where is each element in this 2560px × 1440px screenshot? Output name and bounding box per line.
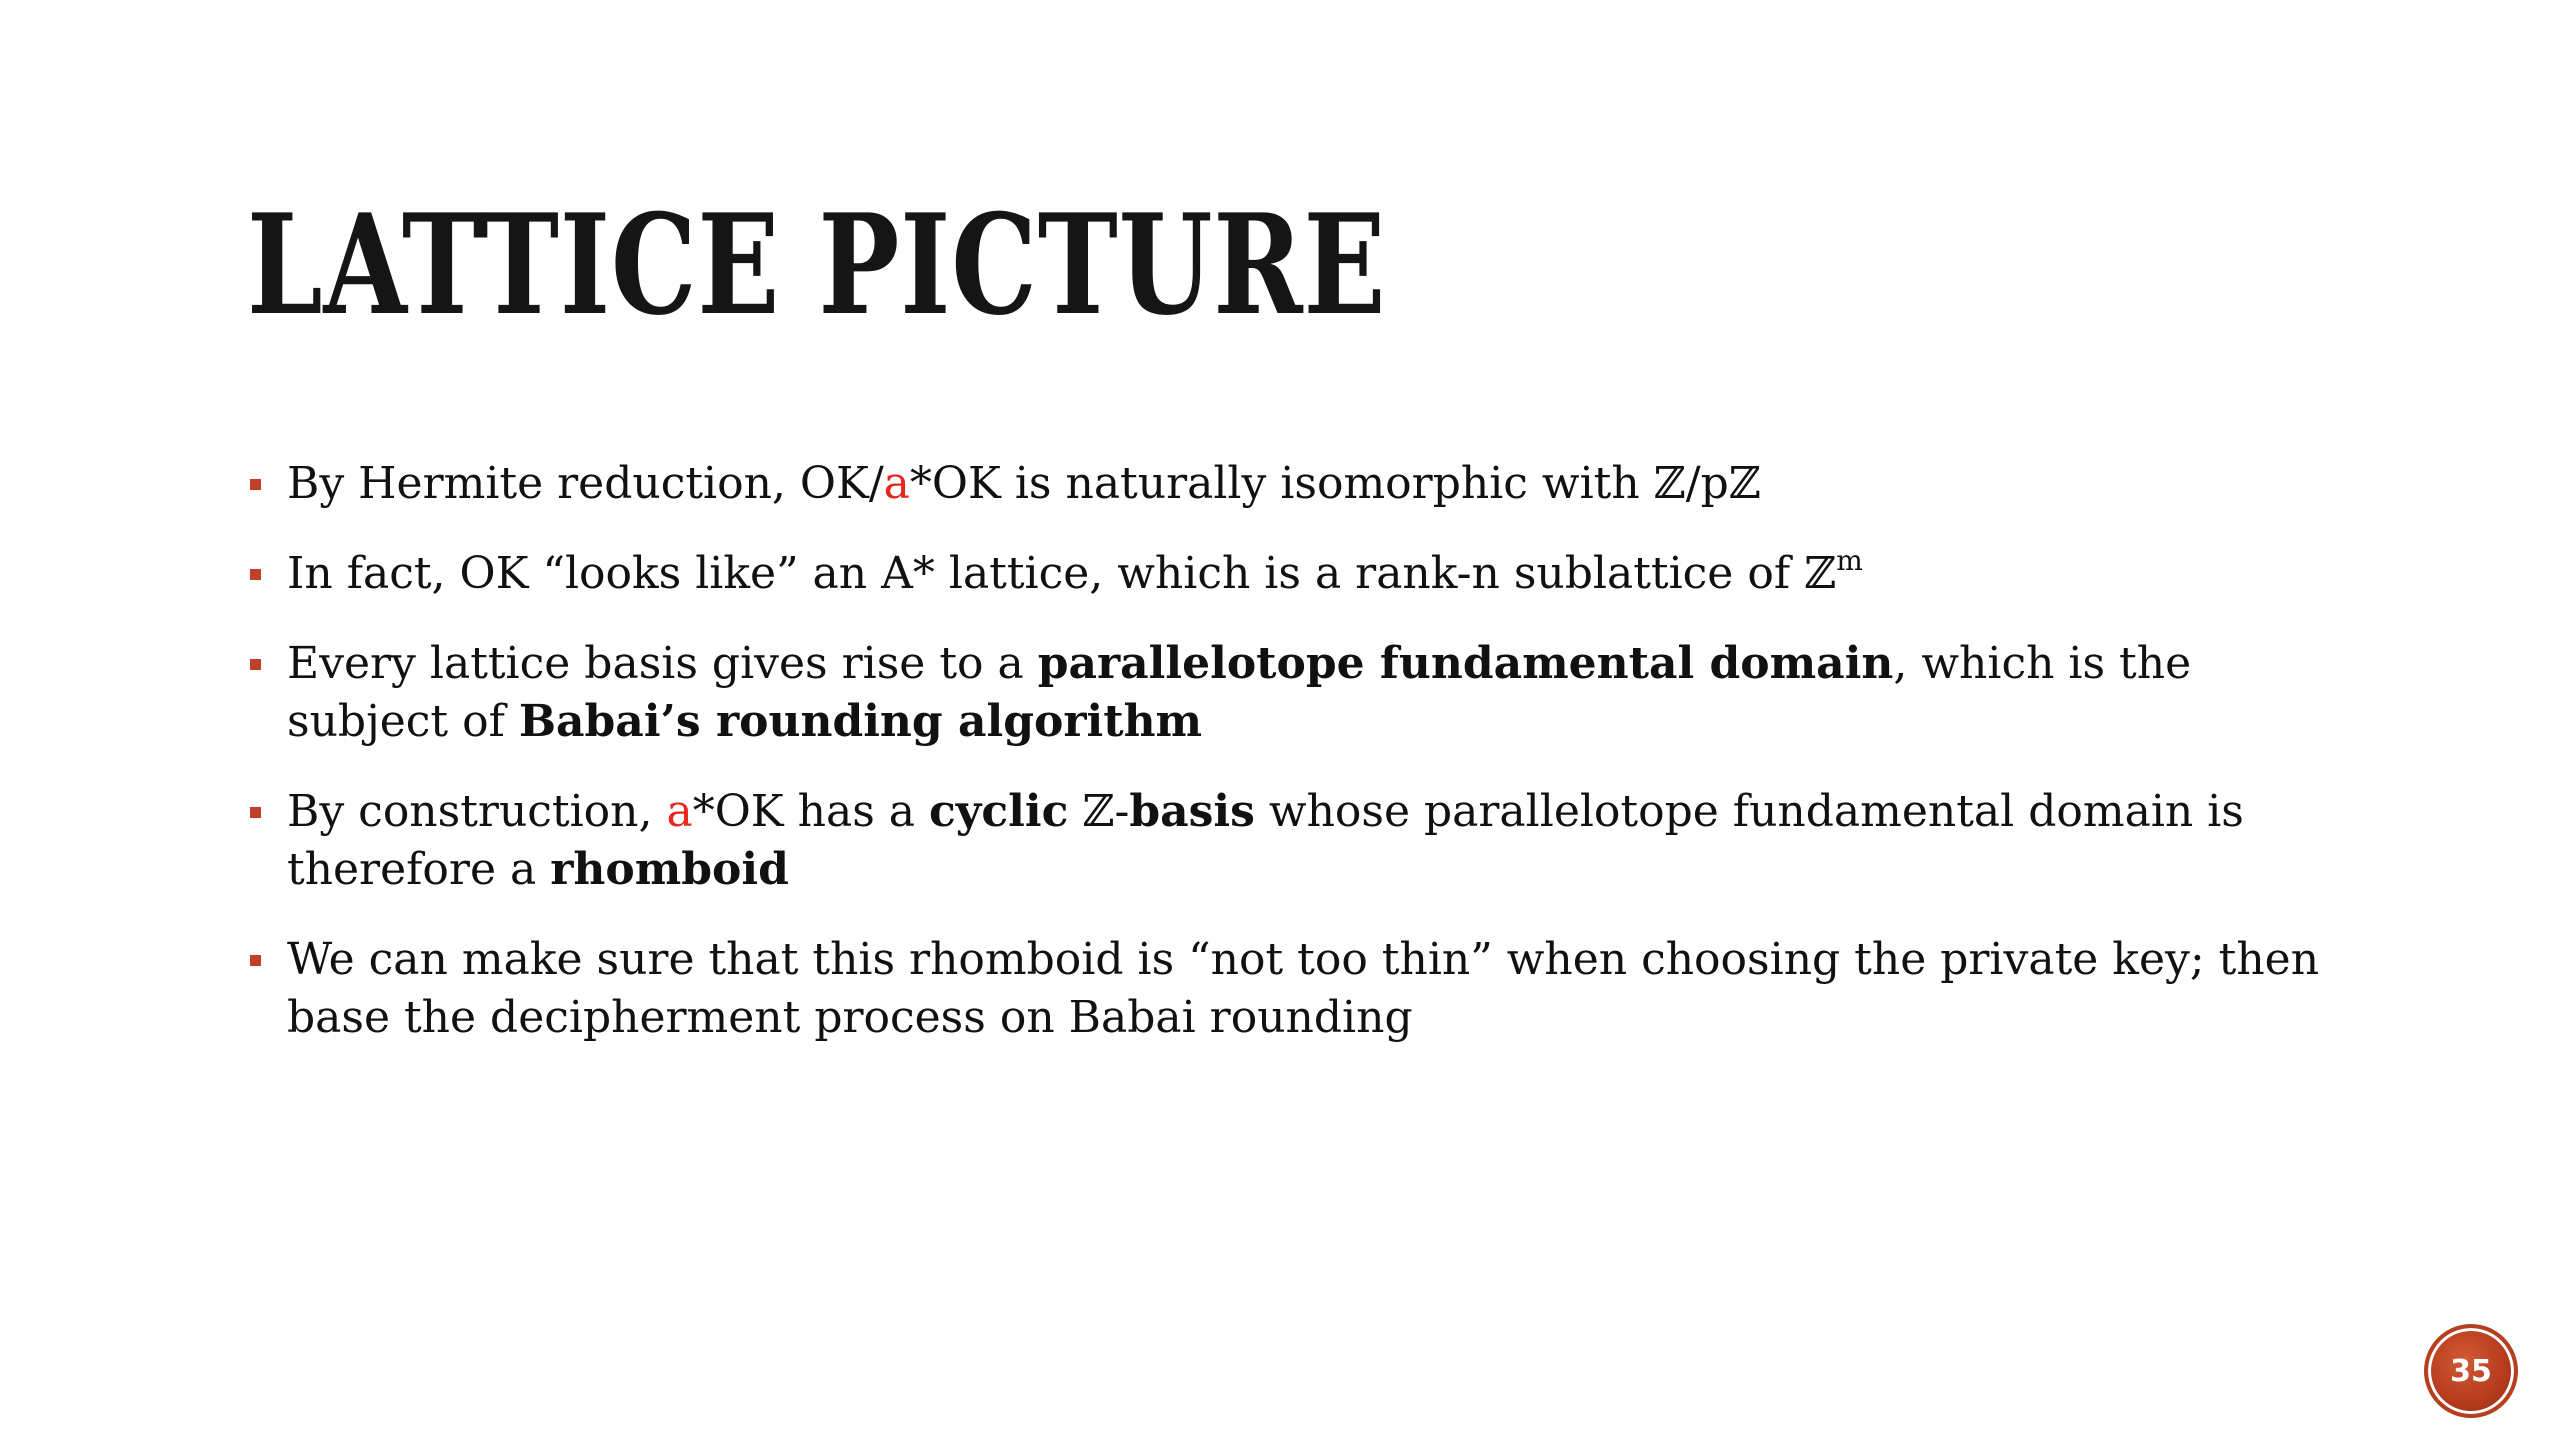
bold-term: cyclic	[929, 786, 1069, 837]
square-bullet-icon	[250, 659, 261, 670]
square-bullet-icon	[250, 479, 261, 490]
page-number: 35	[2450, 1353, 2492, 1389]
bullet-text: *OK has a	[692, 786, 930, 837]
bullet-item	[240, 455, 2350, 513]
bullet-item	[240, 931, 2350, 1047]
bullet-text: By construction,	[287, 786, 667, 837]
highlighted-variable: a	[666, 786, 693, 837]
bullet-text: whose parallelotope fundamental domain is therefore a	[287, 786, 2244, 895]
bullet-item	[240, 545, 2350, 603]
square-bullet-icon	[250, 569, 261, 580]
bold-term: rhomboid	[550, 844, 789, 895]
superscript: m	[1836, 544, 1863, 577]
bullet-list	[240, 455, 2350, 1079]
bullet-text: , which is the subject of	[287, 638, 2192, 747]
page-number-badge	[2424, 1324, 2518, 1418]
bold-term: parallelotope fundamental domain	[1037, 638, 1894, 689]
bullet-text: In fact, OK “looks like” an A* lattice, which is a rank-n sublattice of ℤ	[287, 548, 1837, 599]
bullet-item	[240, 783, 2350, 899]
bullet-text: *OK is naturally isomorphic with ℤ/pℤ	[909, 458, 1761, 509]
square-bullet-icon	[250, 807, 261, 818]
bullet-text: We can make sure that this rhomboid is “not too thin” when choosing the private key; then base the decipherment process on Babai rounding	[287, 934, 2320, 1043]
square-bullet-icon	[250, 955, 261, 966]
highlighted-variable: a	[883, 458, 910, 509]
bullet-text: ℤ-	[1068, 786, 1130, 837]
bullet-text: Every lattice basis gives rise to a	[287, 638, 1038, 689]
bullet-text: By Hermite reduction, OK/	[287, 458, 884, 509]
bullet-item	[240, 635, 2350, 751]
bold-term: basis	[1129, 786, 1255, 837]
bold-term: Babai’s rounding algorithm	[518, 696, 1203, 747]
slide-title: LATTICE PICTURE	[247, 183, 1387, 346]
